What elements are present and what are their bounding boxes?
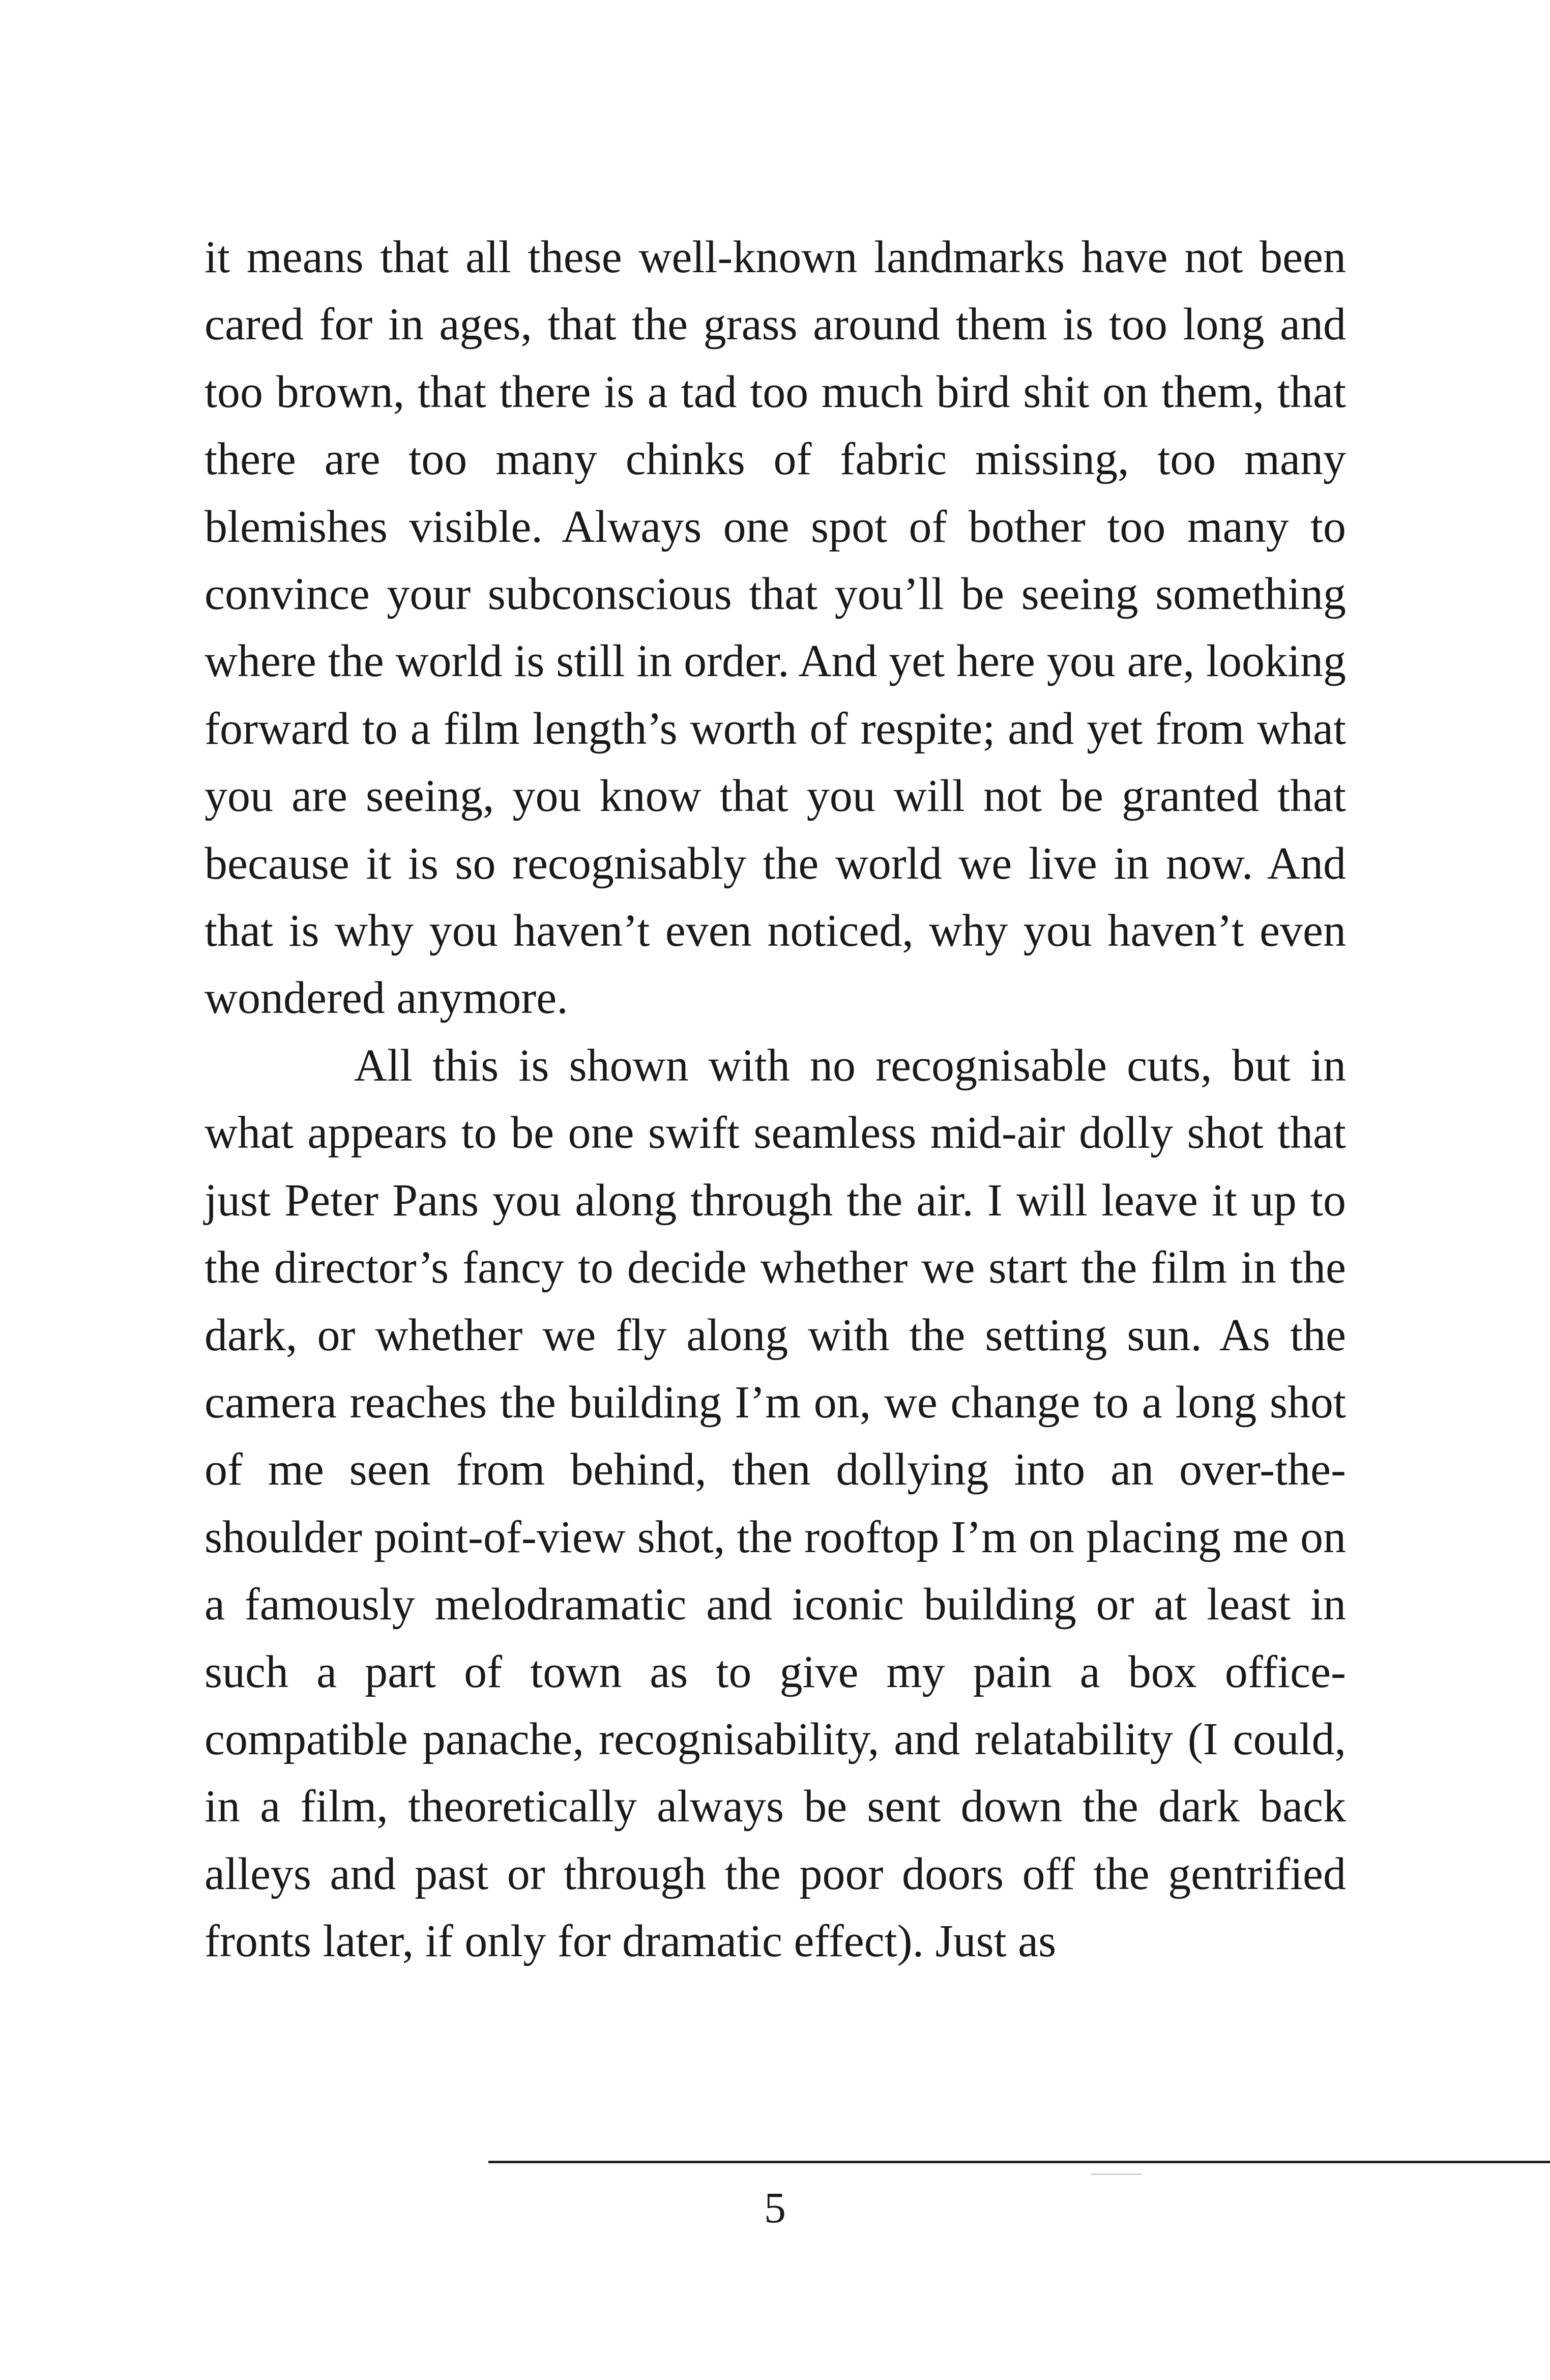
page-number: 5 [764,2183,786,2232]
paragraph-1: it means that all these well-known landmarks have not been cared for in ages, that the grass around them is too long and too brown, that there is a tad too much bird shit on them, that there are too many chinks of fabric missing, too many blemishes visible. Always one spot of bother too many to convince your subconscious that you’ll be seeing something where the world is still in order. And yet here you are, looking forward to a film length’s worth of respite; and yet from what you are seeing, you know that you will not be granted that because it is so recognisably the world we live in now. And that is why you haven’t even noticed, why you haven’t even wondered anymore. [204,232,1346,1024]
page-body [204,224,1346,1976]
footer-rule [488,2161,1550,2163]
paragraph-2: All this is shown with no recognisable cuts, but in what appears to be one swift seamless mid-air dolly shot that just Peter Pans you along through the air. I will leave it up to the director’s fancy to decide whether we start the film in the dark, or whether we fly along with the setting sun. As the camera reaches the building I’m on, we change to a long shot of me seen from behind, then dollying into an over-the-shoulder point-of-view shot, the rooftop I’m on placing me on a famously melodramatic and iconic building or at least in such a part of town as to give my pain a box office-compatible panache, recognisability, and relatability (I could, in a film, theoretically always be sent down the dark back alleys and past or through the poor doors off the gentrified fronts later, if only for dramatic effect). Just as [204,1040,1346,1967]
footer-rule-mark [1091,2173,1142,2175]
